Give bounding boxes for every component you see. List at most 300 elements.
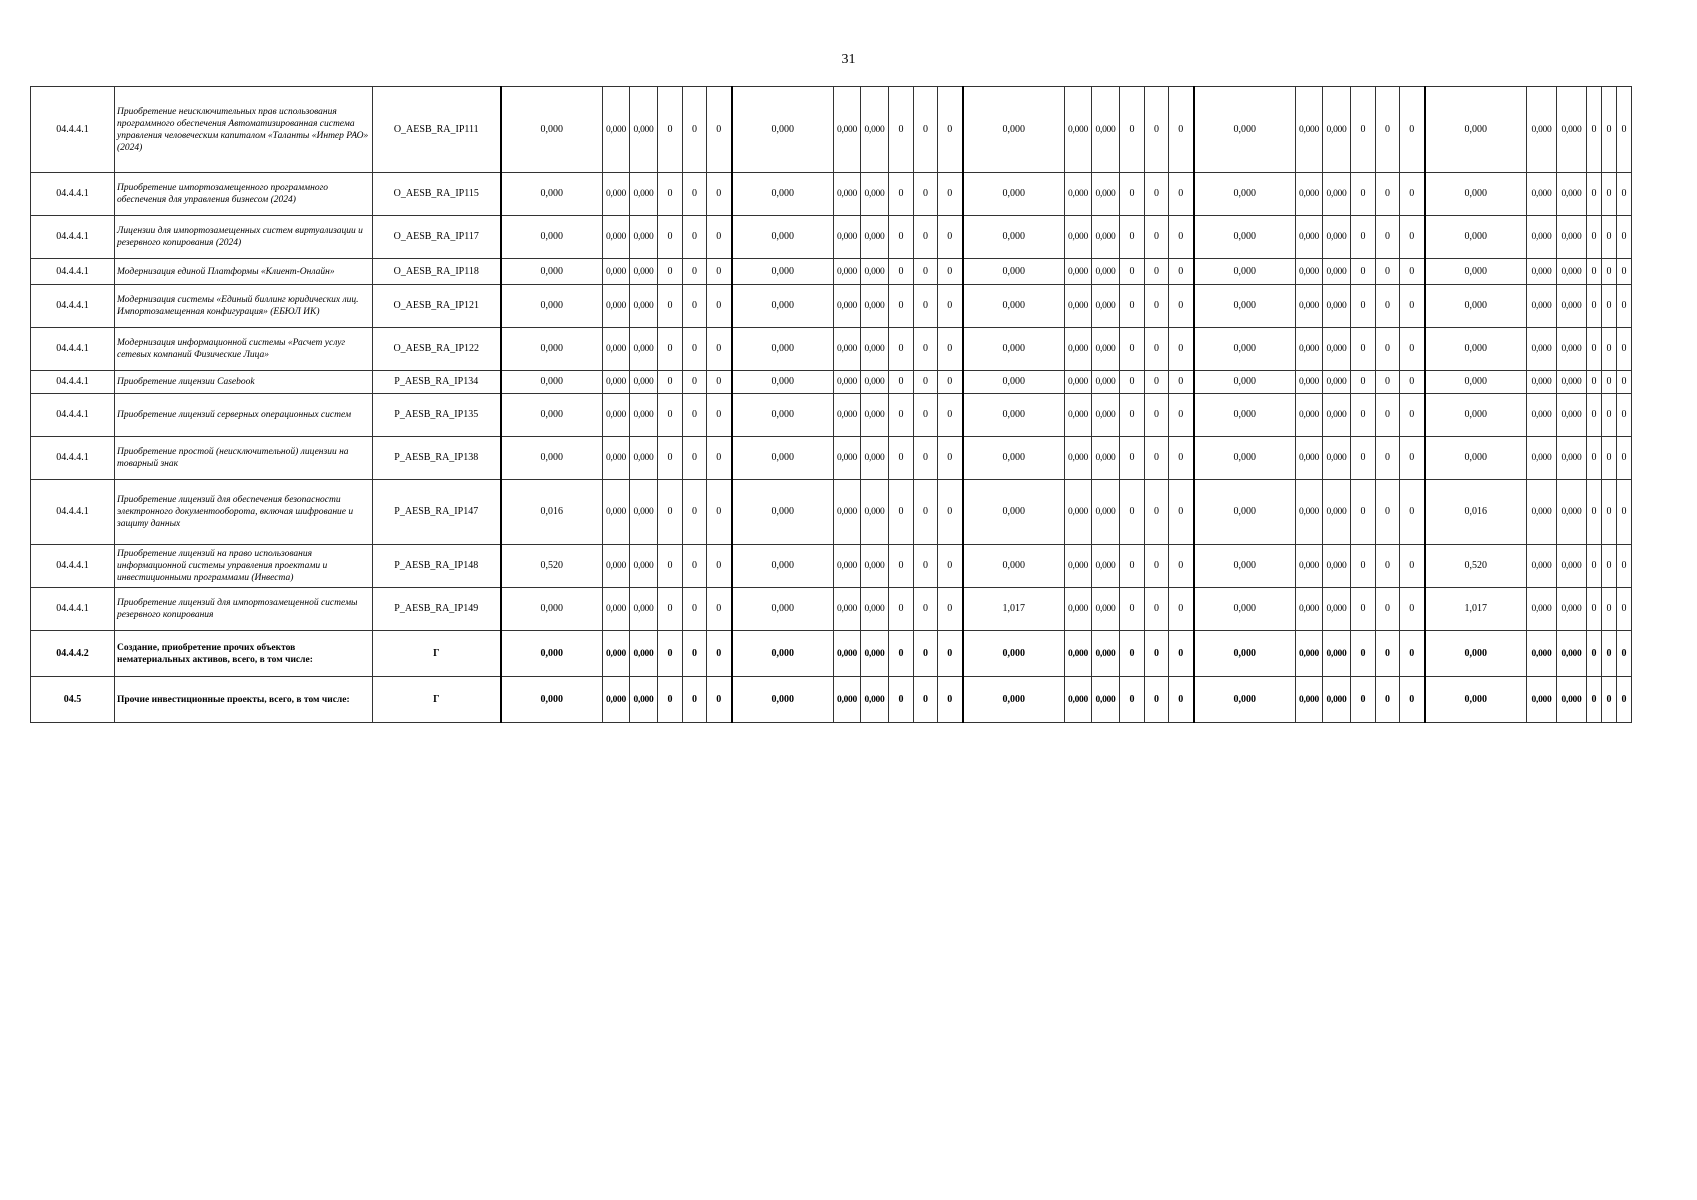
value-cell: 0	[1602, 631, 1617, 677]
value-cell: 0	[938, 631, 963, 677]
value-cell: 0,000	[501, 173, 603, 216]
value-cell: 0,000	[1527, 173, 1557, 216]
value-cell: 0	[938, 216, 963, 259]
value-cell: 0,000	[1065, 216, 1092, 259]
value-cell: 0	[1351, 173, 1376, 216]
value-cell: 0	[707, 371, 732, 394]
row-id: 04.4.4.1	[31, 371, 115, 394]
value-cell: 0	[1145, 437, 1169, 480]
page-number: 31	[841, 52, 856, 67]
value-cell: 0,000	[1194, 631, 1296, 677]
value-cell: 0	[683, 87, 707, 173]
value-cell: 0,000	[732, 631, 834, 677]
value-cell: 0,000	[1194, 285, 1296, 328]
value-cell: 0	[707, 87, 732, 173]
value-cell: 0	[1602, 480, 1617, 545]
table-row	[31, 285, 1632, 328]
value-cell: 0,000	[732, 437, 834, 480]
value-cell: 0	[1351, 259, 1376, 285]
value-cell: 0	[1120, 545, 1145, 588]
value-cell: 0	[683, 394, 707, 437]
value-cell: 0	[1602, 677, 1617, 723]
value-cell: 0,000	[963, 259, 1065, 285]
value-cell: 0	[1351, 677, 1376, 723]
value-cell: 0	[1587, 328, 1602, 371]
value-cell: 0	[938, 437, 963, 480]
value-cell: 0	[938, 371, 963, 394]
value-cell: 0,000	[1065, 259, 1092, 285]
value-cell: 0,000	[1092, 173, 1120, 216]
value-cell: 0,000	[861, 631, 889, 677]
value-cell: 0,000	[1527, 328, 1557, 371]
table-row	[31, 173, 1632, 216]
value-cell: 0,000	[1527, 677, 1557, 723]
value-cell: 0	[1587, 545, 1602, 588]
value-cell: 0	[1587, 631, 1602, 677]
value-cell: 0	[658, 545, 683, 588]
value-cell: 0	[1376, 437, 1400, 480]
value-cell: 0,000	[963, 285, 1065, 328]
row-name: Лицензии для импортозамещенных систем виртуализации и резервного копирования (2024)	[115, 216, 373, 259]
value-cell: 0	[889, 173, 914, 216]
value-cell: 0,000	[963, 173, 1065, 216]
value-cell: 0,000	[501, 328, 603, 371]
value-cell: 0	[1120, 87, 1145, 173]
value-cell: 0	[889, 677, 914, 723]
value-cell: 0,000	[834, 437, 861, 480]
value-cell: 0	[1120, 480, 1145, 545]
value-cell: 0,016	[501, 480, 603, 545]
value-cell: 0	[683, 631, 707, 677]
value-cell: 0	[938, 328, 963, 371]
row-name: Приобретение неисключительных прав использования программного обеспечения Автоматизированная система управления человеческим капиталом «Таланты «Интер РАО» (2024)	[115, 87, 373, 173]
value-cell: 0,000	[1527, 216, 1557, 259]
value-cell: 0,000	[861, 480, 889, 545]
value-cell: 0,016	[1425, 480, 1527, 545]
value-cell: 0,000	[501, 677, 603, 723]
row-code: P_AESB_RA_IP147	[373, 480, 501, 545]
value-cell: 0,000	[1065, 437, 1092, 480]
value-cell: 0	[1120, 394, 1145, 437]
investment-table	[30, 86, 1632, 723]
value-cell: 0	[1587, 285, 1602, 328]
value-cell: 0,000	[1557, 173, 1587, 216]
value-cell: 0	[1617, 480, 1632, 545]
value-cell: 0	[1587, 394, 1602, 437]
value-cell: 0,000	[1065, 545, 1092, 588]
value-cell: 0,000	[501, 285, 603, 328]
value-cell: 0	[1145, 259, 1169, 285]
value-cell: 0	[1376, 394, 1400, 437]
value-cell: 0,000	[501, 87, 603, 173]
value-cell: 0	[707, 173, 732, 216]
table-row	[31, 588, 1632, 631]
value-cell: 0	[1351, 87, 1376, 173]
value-cell: 0	[683, 285, 707, 328]
value-cell: 0,000	[861, 588, 889, 631]
value-cell: 0,000	[1296, 480, 1323, 545]
value-cell: 0	[1602, 216, 1617, 259]
value-cell: 0,000	[501, 371, 603, 394]
table-row	[31, 328, 1632, 371]
value-cell: 0,520	[501, 545, 603, 588]
value-cell: 0	[889, 328, 914, 371]
value-cell: 0	[889, 371, 914, 394]
value-cell: 0	[1351, 545, 1376, 588]
value-cell: 0	[889, 394, 914, 437]
value-cell: 0,000	[1092, 371, 1120, 394]
value-cell: 0	[1145, 677, 1169, 723]
value-cell: 0	[938, 677, 963, 723]
value-cell: 0	[1145, 371, 1169, 394]
value-cell: 0,000	[603, 631, 630, 677]
row-id: 04.4.4.1	[31, 173, 115, 216]
value-cell: 0	[658, 87, 683, 173]
value-cell: 0	[1602, 87, 1617, 173]
value-cell: 0	[889, 259, 914, 285]
value-cell: 0,000	[732, 371, 834, 394]
value-cell: 0,000	[861, 394, 889, 437]
value-cell: 0,000	[732, 328, 834, 371]
value-cell: 0,000	[834, 394, 861, 437]
value-cell: 0	[1120, 588, 1145, 631]
value-cell: 0,000	[1557, 677, 1587, 723]
value-cell: 0	[1376, 173, 1400, 216]
value-cell: 0,000	[1527, 87, 1557, 173]
value-cell: 0	[683, 259, 707, 285]
value-cell: 0	[1400, 588, 1425, 631]
value-cell: 0	[1602, 437, 1617, 480]
value-cell: 0,000	[1296, 173, 1323, 216]
value-cell: 0	[1351, 285, 1376, 328]
value-cell: 0	[1169, 588, 1194, 631]
value-cell: 0	[1145, 394, 1169, 437]
value-cell: 0,000	[834, 588, 861, 631]
value-cell: 0,000	[861, 285, 889, 328]
value-cell: 0,000	[1194, 216, 1296, 259]
value-cell: 0	[1617, 588, 1632, 631]
row-name: Модернизация единой Платформы «Клиент-Онлайн»	[115, 259, 373, 285]
value-cell: 0,000	[1323, 480, 1351, 545]
value-cell: 0	[1145, 631, 1169, 677]
row-code: O_AESB_RA_IP118	[373, 259, 501, 285]
value-cell: 0,000	[1425, 216, 1527, 259]
value-cell: 0,000	[963, 545, 1065, 588]
value-cell: 0	[1169, 328, 1194, 371]
value-cell: 0,000	[732, 285, 834, 328]
value-cell: 0,000	[1323, 631, 1351, 677]
row-id: 04.4.4.1	[31, 545, 115, 588]
table-row	[31, 371, 1632, 394]
value-cell: 0,000	[603, 328, 630, 371]
value-cell: 0	[889, 216, 914, 259]
value-cell: 0	[683, 480, 707, 545]
row-code: O_AESB_RA_IP111	[373, 87, 501, 173]
value-cell: 0,000	[963, 87, 1065, 173]
value-cell: 0	[1169, 631, 1194, 677]
row-id: 04.4.4.1	[31, 216, 115, 259]
value-cell: 0	[658, 588, 683, 631]
value-cell: 0	[1169, 437, 1194, 480]
value-cell: 0,000	[1527, 631, 1557, 677]
value-cell: 0,000	[630, 437, 658, 480]
value-cell: 0,000	[1065, 285, 1092, 328]
value-cell: 0,000	[732, 394, 834, 437]
value-cell: 0,000	[1557, 371, 1587, 394]
row-code: Г	[373, 677, 501, 723]
table-row	[31, 394, 1632, 437]
value-cell: 0,000	[1194, 371, 1296, 394]
value-cell: 0,000	[1323, 173, 1351, 216]
value-cell: 0	[1145, 480, 1169, 545]
value-cell: 0	[914, 480, 938, 545]
row-name: Модернизация системы «Единый биллинг юридических лиц. Импортозамещенная конфигурация» (ЕБЮЛ ИК)	[115, 285, 373, 328]
value-cell: 0,000	[732, 677, 834, 723]
value-cell: 0	[1617, 631, 1632, 677]
value-cell: 0,000	[1296, 216, 1323, 259]
value-cell: 0,000	[1194, 87, 1296, 173]
value-cell: 0	[1602, 259, 1617, 285]
value-cell: 0,000	[603, 588, 630, 631]
value-cell: 0	[889, 285, 914, 328]
value-cell: 0,000	[834, 87, 861, 173]
value-cell: 0,000	[501, 588, 603, 631]
value-cell: 0	[707, 259, 732, 285]
value-cell: 0,000	[501, 394, 603, 437]
value-cell: 0,000	[1092, 480, 1120, 545]
value-cell: 0,000	[732, 480, 834, 545]
value-cell: 0,000	[732, 216, 834, 259]
value-cell: 0	[1617, 173, 1632, 216]
value-cell: 0,000	[1065, 588, 1092, 631]
value-cell: 0	[1400, 394, 1425, 437]
value-cell: 0,000	[1092, 545, 1120, 588]
value-cell: 0,000	[603, 480, 630, 545]
value-cell: 0	[889, 480, 914, 545]
value-cell: 0,000	[732, 588, 834, 631]
value-cell: 0,000	[1323, 285, 1351, 328]
value-cell: 0,000	[1194, 677, 1296, 723]
value-cell: 0	[1351, 588, 1376, 631]
value-cell: 0,000	[1194, 437, 1296, 480]
value-cell: 0,000	[1092, 328, 1120, 371]
row-name: Приобретение импортозамещенного программного обеспечения для управления бизнесом (2024)	[115, 173, 373, 216]
value-cell: 0	[683, 371, 707, 394]
value-cell: 0	[683, 437, 707, 480]
value-cell: 0,000	[630, 588, 658, 631]
value-cell: 0	[1145, 216, 1169, 259]
value-cell: 0	[1587, 588, 1602, 631]
value-cell: 0	[1376, 87, 1400, 173]
value-cell: 0	[1587, 437, 1602, 480]
value-cell: 0	[1617, 87, 1632, 173]
value-cell: 0,000	[861, 216, 889, 259]
value-cell: 0	[1120, 677, 1145, 723]
value-cell: 0	[1351, 631, 1376, 677]
value-cell: 0	[707, 545, 732, 588]
value-cell: 0	[1120, 173, 1145, 216]
value-cell: 0,000	[630, 87, 658, 173]
row-code: O_AESB_RA_IP122	[373, 328, 501, 371]
value-cell: 0	[1400, 173, 1425, 216]
value-cell: 0	[1617, 394, 1632, 437]
value-cell: 0,000	[1425, 87, 1527, 173]
value-cell: 0,000	[630, 285, 658, 328]
value-cell: 0,000	[1092, 87, 1120, 173]
value-cell: 0,000	[630, 677, 658, 723]
value-cell: 0	[1602, 394, 1617, 437]
row-id: 04.4.4.1	[31, 394, 115, 437]
value-cell: 0	[1351, 394, 1376, 437]
value-cell: 0	[707, 677, 732, 723]
value-cell: 0,000	[1557, 588, 1587, 631]
value-cell: 0,000	[1296, 285, 1323, 328]
value-cell: 0	[938, 545, 963, 588]
row-code: P_AESB_RA_IP134	[373, 371, 501, 394]
value-cell: 0,000	[861, 87, 889, 173]
value-cell: 0,000	[732, 545, 834, 588]
value-cell: 0,000	[861, 437, 889, 480]
row-name: Приобретение простой (неисключительной) лицензии на товарный знак	[115, 437, 373, 480]
value-cell: 0,000	[1296, 588, 1323, 631]
value-cell: 0,000	[1323, 259, 1351, 285]
value-cell: 0	[889, 87, 914, 173]
value-cell: 0,000	[1194, 173, 1296, 216]
row-id: 04.4.4.2	[31, 631, 115, 677]
value-cell: 0,000	[1296, 328, 1323, 371]
value-cell: 0	[1602, 588, 1617, 631]
value-cell: 0	[1351, 328, 1376, 371]
value-cell: 0,000	[1323, 437, 1351, 480]
value-cell: 0	[1617, 371, 1632, 394]
value-cell: 0,000	[732, 259, 834, 285]
value-cell: 0,000	[603, 371, 630, 394]
value-cell: 0	[914, 394, 938, 437]
row-code: O_AESB_RA_IP117	[373, 216, 501, 259]
value-cell: 0,000	[630, 631, 658, 677]
value-cell: 0	[1145, 87, 1169, 173]
value-cell: 0,000	[834, 259, 861, 285]
value-cell: 0,000	[1527, 588, 1557, 631]
value-cell: 0	[1617, 545, 1632, 588]
value-cell: 0,000	[1194, 480, 1296, 545]
value-cell: 0,000	[1323, 216, 1351, 259]
value-cell: 0,000	[1092, 677, 1120, 723]
value-cell: 0,000	[861, 677, 889, 723]
value-cell: 0,000	[1323, 545, 1351, 588]
value-cell: 0	[1587, 87, 1602, 173]
value-cell: 0	[1169, 285, 1194, 328]
value-cell: 0,000	[1296, 677, 1323, 723]
value-cell: 0	[658, 480, 683, 545]
value-cell: 0,000	[1425, 285, 1527, 328]
value-cell: 0,000	[1092, 631, 1120, 677]
value-cell: 0	[683, 545, 707, 588]
value-cell: 0	[889, 588, 914, 631]
value-cell: 0,000	[963, 371, 1065, 394]
value-cell: 0	[938, 87, 963, 173]
value-cell: 0	[658, 677, 683, 723]
value-cell: 0,000	[1065, 631, 1092, 677]
value-cell: 0,000	[1557, 394, 1587, 437]
value-cell: 0	[914, 437, 938, 480]
value-cell: 0,000	[1527, 259, 1557, 285]
value-cell: 0,000	[630, 216, 658, 259]
value-cell: 0	[1351, 216, 1376, 259]
row-id: 04.5	[31, 677, 115, 723]
row-name: Создание, приобретение прочих объектов нематериальных активов, всего, в том числе:	[115, 631, 373, 677]
value-cell: 0	[914, 588, 938, 631]
value-cell: 0,000	[1527, 394, 1557, 437]
value-cell: 0	[1400, 259, 1425, 285]
value-cell: 0	[1169, 87, 1194, 173]
value-cell: 0	[707, 588, 732, 631]
value-cell: 0,000	[1092, 437, 1120, 480]
value-cell: 0,000	[1527, 545, 1557, 588]
value-cell: 0	[658, 394, 683, 437]
value-cell: 0	[914, 216, 938, 259]
value-cell: 0,520	[1425, 545, 1527, 588]
value-cell: 0,000	[834, 328, 861, 371]
table-row	[31, 677, 1632, 723]
value-cell: 0	[658, 173, 683, 216]
value-cell: 0,000	[963, 394, 1065, 437]
value-cell: 0,000	[1296, 394, 1323, 437]
value-cell: 0	[1351, 437, 1376, 480]
value-cell: 0,000	[1557, 545, 1587, 588]
table-row	[31, 437, 1632, 480]
value-cell: 0	[683, 216, 707, 259]
value-cell: 0	[914, 677, 938, 723]
value-cell: 0,000	[963, 480, 1065, 545]
value-cell: 0	[1376, 480, 1400, 545]
value-cell: 0,000	[1194, 545, 1296, 588]
value-cell: 0,000	[861, 259, 889, 285]
value-cell: 0	[938, 259, 963, 285]
value-cell: 0,000	[1092, 216, 1120, 259]
value-cell: 0	[914, 173, 938, 216]
value-cell: 0,000	[963, 328, 1065, 371]
value-cell: 0	[707, 394, 732, 437]
value-cell: 0	[1376, 677, 1400, 723]
value-cell: 0	[1400, 437, 1425, 480]
value-cell: 0	[1169, 480, 1194, 545]
value-cell: 0	[658, 437, 683, 480]
value-cell: 0	[914, 87, 938, 173]
value-cell: 0	[1169, 394, 1194, 437]
value-cell: 0	[1617, 216, 1632, 259]
row-name: Приобретение лицензий на право использования информационной системы управления проектами и инвестиционными программами (Инвеста)	[115, 545, 373, 588]
table-body	[31, 87, 1632, 723]
value-cell: 0,000	[603, 545, 630, 588]
value-cell: 0	[1400, 328, 1425, 371]
value-cell: 0	[889, 437, 914, 480]
value-cell: 0,000	[1557, 87, 1587, 173]
row-name: Приобретение лицензий для импортозамещенной системы резервного копирования	[115, 588, 373, 631]
value-cell: 0,000	[1092, 285, 1120, 328]
value-cell: 0	[1400, 87, 1425, 173]
value-cell: 0,000	[603, 394, 630, 437]
value-cell: 0,000	[603, 437, 630, 480]
value-cell: 0	[1400, 677, 1425, 723]
value-cell: 0	[1617, 285, 1632, 328]
value-cell: 0,000	[1557, 285, 1587, 328]
value-cell: 0	[914, 631, 938, 677]
value-cell: 0	[1617, 259, 1632, 285]
value-cell: 0,000	[1425, 259, 1527, 285]
value-cell: 0	[914, 328, 938, 371]
value-cell: 0,000	[1425, 371, 1527, 394]
